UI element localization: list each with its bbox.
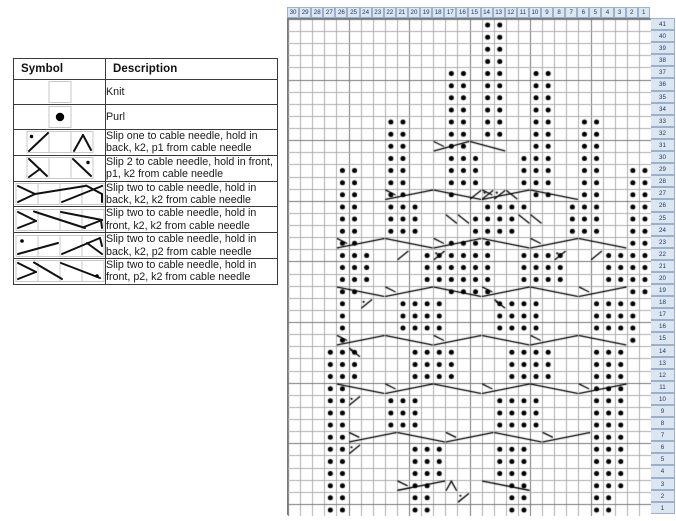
chart-panel (287, 7, 675, 515)
legend-description: Slip two to cable needle, hold in back, k2, k2 from cable needle (106, 181, 278, 207)
chart-row-numbers (650, 18, 675, 515)
column-header-25: 25 (347, 7, 359, 18)
legend-description: Slip two to cable needle, hold in front, p2, k2 from cable needle (106, 259, 278, 285)
column-header-9: 9 (541, 7, 553, 18)
row-number-33: 33 (650, 115, 675, 127)
row-number-28: 28 (650, 175, 675, 187)
column-header-21: 21 (396, 7, 408, 18)
legend-table (13, 58, 278, 285)
row-number-16: 16 (650, 320, 675, 332)
legend-row (14, 207, 278, 233)
column-header-1: 1 (638, 7, 650, 18)
cable-2over1-back-icon (14, 130, 106, 156)
legend-description-header: Description (106, 59, 278, 80)
chart-grid[interactable] (287, 18, 650, 515)
legend-description: Purl (106, 105, 278, 130)
column-header-17: 17 (444, 7, 456, 18)
row-number-39: 39 (650, 42, 675, 54)
legend-description: Slip two to cable needle, hold in back, k2, p2 from cable needle (106, 233, 278, 259)
row-number-4: 4 (650, 465, 675, 477)
column-header-12: 12 (505, 7, 517, 18)
row-number-27: 27 (650, 187, 675, 199)
legend-panel (13, 58, 277, 285)
cable-2over2-front-icon (14, 207, 106, 233)
row-number-17: 17 (650, 308, 675, 320)
legend-description: Slip 2 to cable needle, hold in front, p1, k2 from cable needle (106, 155, 278, 181)
row-number-2: 2 (650, 490, 675, 502)
legend-row (14, 130, 278, 156)
row-number-15: 15 (650, 332, 675, 344)
legend-row (14, 233, 278, 259)
row-number-23: 23 (650, 236, 675, 248)
row-number-36: 36 (650, 78, 675, 90)
column-header-3: 3 (614, 7, 626, 18)
column-header-5: 5 (589, 7, 601, 18)
cable-2over2-back-icon (14, 181, 106, 207)
purl-dot-icon (14, 105, 106, 130)
column-header-7: 7 (565, 7, 577, 18)
row-number-26: 26 (650, 199, 675, 211)
column-header-15: 15 (468, 7, 480, 18)
column-header-4: 4 (601, 7, 613, 18)
legend-header-row (14, 59, 278, 80)
row-number-29: 29 (650, 163, 675, 175)
column-header-29: 29 (299, 7, 311, 18)
row-number-13: 13 (650, 357, 675, 369)
row-number-1: 1 (650, 502, 675, 514)
row-number-11: 11 (650, 381, 675, 393)
row-number-19: 19 (650, 284, 675, 296)
column-header-23: 23 (372, 7, 384, 18)
legend-row (14, 181, 278, 207)
row-number-9: 9 (650, 405, 675, 417)
row-number-20: 20 (650, 272, 675, 284)
legend-description: Slip one to cable needle, hold in back, k2, p1 from cable needle (106, 130, 278, 156)
column-header-13: 13 (493, 7, 505, 18)
legend-symbol-header: Symbol (14, 59, 106, 80)
column-header-10: 10 (529, 7, 541, 18)
column-header-28: 28 (311, 7, 323, 18)
row-number-37: 37 (650, 66, 675, 78)
cable-2over2p-back-icon (14, 233, 106, 259)
row-number-25: 25 (650, 212, 675, 224)
row-number-24: 24 (650, 224, 675, 236)
row-number-8: 8 (650, 417, 675, 429)
legend-row (14, 155, 278, 181)
row-number-30: 30 (650, 151, 675, 163)
knit-square-icon (14, 80, 106, 105)
cable-1over2-front-icon (14, 155, 106, 181)
row-number-10: 10 (650, 393, 675, 405)
row-number-31: 31 (650, 139, 675, 151)
legend-description: Slip two to cable needle, hold in front, k2, k2 from cable needle (106, 207, 278, 233)
column-header-16: 16 (456, 7, 468, 18)
chart-body (287, 18, 675, 515)
row-number-38: 38 (650, 54, 675, 66)
row-number-7: 7 (650, 429, 675, 441)
legend-body (14, 80, 278, 285)
column-header-18: 18 (432, 7, 444, 18)
row-number-35: 35 (650, 91, 675, 103)
column-header-26: 26 (335, 7, 347, 18)
row-number-3: 3 (650, 478, 675, 490)
column-header-27: 27 (323, 7, 335, 18)
legend-row (14, 80, 278, 105)
column-header-2: 2 (626, 7, 638, 18)
chart-grid-canvas[interactable] (288, 19, 651, 516)
column-header-8: 8 (553, 7, 565, 18)
column-header-30: 30 (287, 7, 299, 18)
legend-row (14, 105, 278, 130)
column-header-19: 19 (420, 7, 432, 18)
row-number-12: 12 (650, 369, 675, 381)
row-number-14: 14 (650, 345, 675, 357)
row-number-21: 21 (650, 260, 675, 272)
row-number-5: 5 (650, 453, 675, 465)
row-number-40: 40 (650, 30, 675, 42)
column-header-20: 20 (408, 7, 420, 18)
column-header-24: 24 (360, 7, 372, 18)
chart-column-headers (287, 7, 675, 18)
cable-p2over2-front-icon (14, 259, 106, 285)
column-header-14: 14 (481, 7, 493, 18)
row-number-22: 22 (650, 248, 675, 260)
row-number-41: 41 (650, 18, 675, 30)
row-number-34: 34 (650, 103, 675, 115)
row-number-32: 32 (650, 127, 675, 139)
column-header-11: 11 (517, 7, 529, 18)
row-number-6: 6 (650, 441, 675, 453)
legend-description: Knit (106, 80, 278, 105)
column-header-6: 6 (577, 7, 589, 18)
column-header-22: 22 (384, 7, 396, 18)
legend-row (14, 259, 278, 285)
row-number-18: 18 (650, 296, 675, 308)
